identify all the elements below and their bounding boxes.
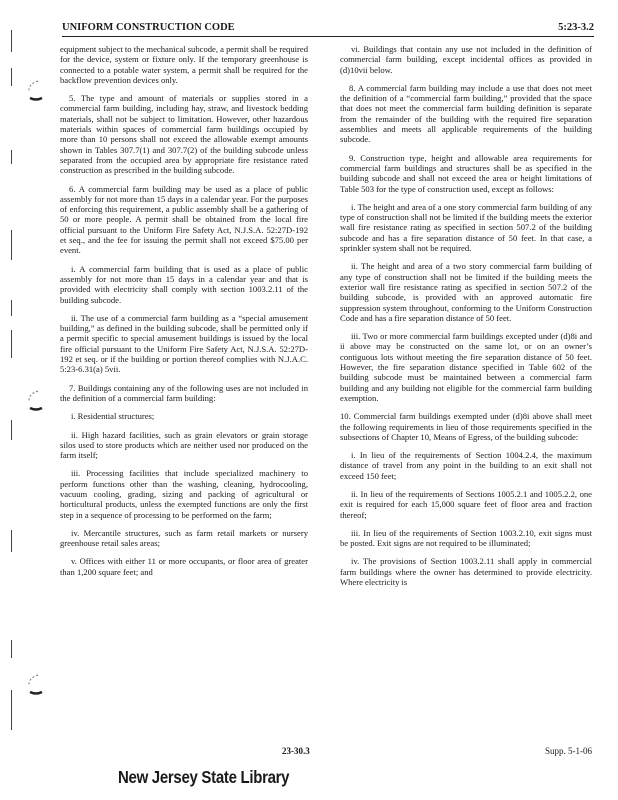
binder-hole-icon [24,672,46,698]
right-text-column [340,44,592,595]
subparagraph: i. Residential structures; [71,411,155,422]
header-section-number: 5:23-3.2 [558,22,594,33]
paragraph: 6. A commercial farm building may be used as a place of public assembly for not more than 15 days in a calendar year. For the purposes of enforcing this requirement, a public assembly shall be a gathering of 50 or more people. A permit shall be obtained from the local fire official pursuant to the Uniform Fire Safety Act, N.J.S.A. 52:27D-192 et seq., and the fee for issuing the permit shall not exceed $75.00 per event. [60,183,308,256]
margin-line [11,330,12,358]
running-header [62,21,594,37]
margin-line [11,690,12,730]
margin-line [11,420,12,440]
subparagraph: iii. Processing facilities that include specialized machinery to perform functions other than the washing, cleaning, hydrocooling, vacuum cooling, grading, sizing and packing of agricultural or horticultural products, unless the exempted functions are only the first step in a sequence of processing to be performed on the farm; [60,468,308,520]
paragraph: 5. The type and amount of materials or supplies stored in a commercial farm building, including hay, straw, and livestock bedding materials, shall not be subject to limitation. However, other hazardous materials within spaces of commercial farm buildings occupied by more than 10 persons shall not exceed the allowable exempt amounts shown in Tables 307.7(1) and 307.7(2) of the building subcode unless separated from the occupied area by appropriate fire resistance rated construction as prescribed in the building subcode. [60,93,308,176]
subparagraph: ii. The use of a commercial farm building as a “special amusement building,” as defined in the building subcode, shall be permitted only if a permit specific to special amusement buildings is issued by the local fire official pursuant to the Uniform Fire Safety Act, N.J.S.A. 52:27D-192 et seq. or if the building or portion thereof complies with N.J.A.C. 5:23-6.31(a) 5vii. [60,312,308,375]
subparagraph: iii. Two or more commercial farm buildings excepted under (d)8i and ii above may be constructed on the same lot, or on an owner’s contiguous lots without meeting the fire separation distance of 50 feet. However, the fire separation distance specified in Table 602 of the building subcode must be maintained between a commercial farm building and any building not eligible for the commercial farm building exemption. [340,331,592,403]
margin-line [11,300,12,316]
subparagraph: iv. Mercantile structures, such as farm retail markets or nursery greenhouse retail sales areas; [60,527,308,549]
margin-line [11,530,12,552]
subparagraph: i. In lieu of the requirements of Section 1004.2.4, the maximum distance of travel from any point in the building to an exit shall not exceed 150 feet; [340,450,592,481]
subparagraph: iv. The provisions of Section 1003.2.11 shall apply in commercial farm buildings where the owner has determined to provide electricity. Where electricity is [340,556,592,588]
subparagraph: vi. Buildings that contain any use not included in the definition of commercial farm building, except incidental offices as provided in (d)10vii below. [340,44,592,75]
subparagraph: v. Offices with either 11 or more occupants, or floor area of greater than 1,200 square feet; and [60,556,308,577]
subparagraph: ii. In lieu of the requirements of Sections 1005.2.1 and 1005.2.2, one exit is required for each 15,000 square feet of floor area and fraction thereof; [340,488,592,520]
binder-hole-icon [24,78,46,104]
header-title: UNIFORM CONSTRUCTION CODE [62,22,235,33]
paragraph: 8. A commercial farm building may include a use that does not meet the definition of a “commercial farm building,” provided that the space that does not meet the commercial farm building definition is separate from the remainder of the building with the required fire separation assemblies and meets all applicable requirements of the building subcode. [340,82,592,145]
margin-line [11,68,12,86]
subparagraph: ii. High hazard facilities, such as grain elevators or grain storage silos used to store products which are neither used nor produced on the farm itself; [60,429,308,461]
margin-line [11,150,12,164]
subparagraph: ii. The height and area of a two story commercial farm building of any type of construction shall not be limited if the building meets the exterior wall fire resistance rating as specified in section 507.2 of the building subcode, is provided with an approved automatic fire suppression system throughout, conforming to the Uniform Construction Code and has a fire separation distance of 50 feet. [340,261,592,323]
subparagraph: i. The height and area of a one story commercial farm building of any type of construction shall not be limited if the building meets the exterior wall fire resistance rating as specified in section 507.2 of the building subcode and has a fire separation distance of 50 feet. In that case, a sprinkler system shall not be required. [340,201,592,254]
paragraph: 7. Buildings containing any of the following uses are not included in the definition of a commercial farm building: [60,382,308,403]
subparagraph: i. A commercial farm building that is used as a place of public assembly for not more than 15 days in a calendar year and that is provided with electricity shall comply with section 1003.2.11 of the building subcode. [60,263,308,305]
subparagraph: iii. In lieu of the requirements of Section 1003.2.10, exit signs must be posted. Exit signs are not required to be illuminated; [340,527,592,549]
margin-line [11,30,12,52]
paragraph: equipment subject to the mechanical subcode, a permit shall be required for the device, system or fixture only. If the temporary greenhouse is connected to a potable water system, a permit shall be required for the backflow prevention devices only. [60,44,308,85]
paragraph: 10. Commercial farm buildings exempted under (d)8i above shall meet the following requirements in lieu of those requirements specified in the subsections of Chapter 10, Means of Egress, of the building subcode: [340,411,592,442]
supplement-date: Supp. 5-1-06 [545,746,592,756]
library-stamp: New Jersey State Library [118,768,290,788]
margin-line [11,640,12,658]
binder-hole-icon [24,388,46,414]
left-text-column [60,44,308,585]
margin-line [11,230,12,260]
paragraph: 9. Construction type, height and allowable area requirements for commercial farm buildings and structures shall be as specified in the building subcode and shall not exceed the area or height limitations of Table 503 for the type of construction used, except as follows: [340,152,592,194]
page-number: 23-30.3 [282,746,310,756]
